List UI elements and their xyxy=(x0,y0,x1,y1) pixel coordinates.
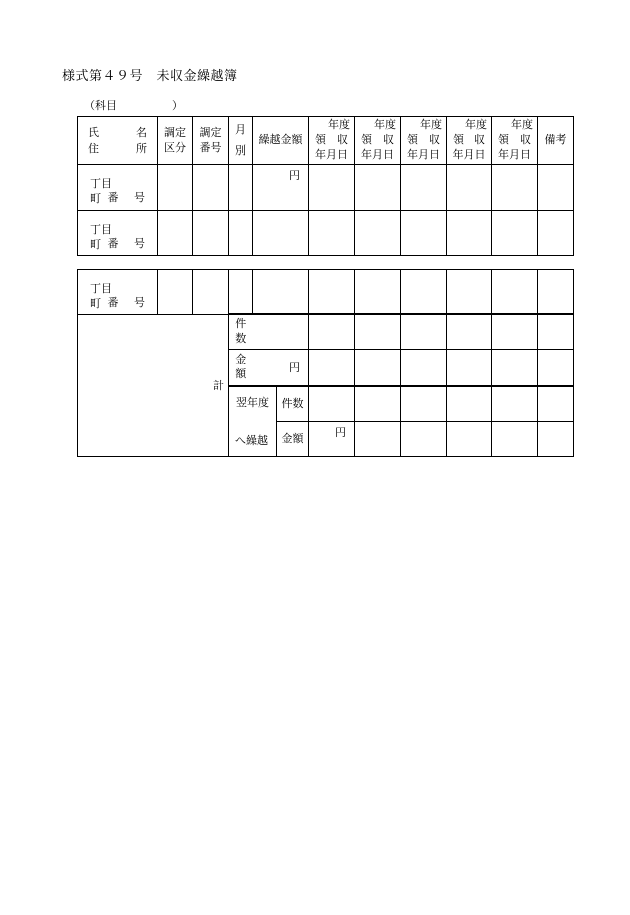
amount-label: 金 額 xyxy=(229,350,253,386)
ledger-table xyxy=(77,116,574,256)
header-row xyxy=(78,117,574,165)
next-year-carry-label: 翌年度 へ繰越 xyxy=(229,386,277,457)
page-title: 様式第４９号 未収金繰越簿 xyxy=(62,69,238,84)
table-row xyxy=(78,211,574,256)
header-month: 月 別 xyxy=(229,117,253,165)
next-year-amount-label: 金額 xyxy=(277,422,309,457)
address-cell: 丁目 町 番 号 xyxy=(78,270,158,315)
next-year-count-label: 件数 xyxy=(277,386,309,422)
total-label: 計 xyxy=(78,314,229,457)
yen-unit: 円 xyxy=(309,422,355,457)
count-label: 件 数 xyxy=(229,314,253,350)
subject-label: （科目 ） xyxy=(84,99,183,112)
header-number: 調定 番号 xyxy=(193,117,229,165)
header-name-address: 氏 名 住 所 xyxy=(78,117,158,165)
yen-unit: 円 xyxy=(253,165,309,211)
totals-count-row xyxy=(78,314,574,350)
table-row xyxy=(78,270,574,315)
totals-table xyxy=(77,313,574,457)
table-row xyxy=(78,165,574,211)
header-carry-amount: 繰越金額 xyxy=(253,117,309,165)
address-cell: 丁目 町 番 号 xyxy=(78,211,158,256)
yen-unit: 円 xyxy=(253,350,309,386)
header-receipt-1: 年度 領 収 年月日 xyxy=(309,117,355,165)
address-cell: 丁目 町 番 号 xyxy=(78,165,158,211)
header-receipt-2: 年度 領 収 年月日 xyxy=(355,117,401,165)
header-remarks: 備考 xyxy=(538,117,574,165)
header-division: 調定 区分 xyxy=(158,117,193,165)
header-receipt-4: 年度 領 収 年月日 xyxy=(447,117,492,165)
header-receipt-3: 年度 領 収 年月日 xyxy=(401,117,447,165)
ledger-continuation-table xyxy=(77,269,574,315)
header-receipt-5: 年度 領 収 年月日 xyxy=(492,117,538,165)
